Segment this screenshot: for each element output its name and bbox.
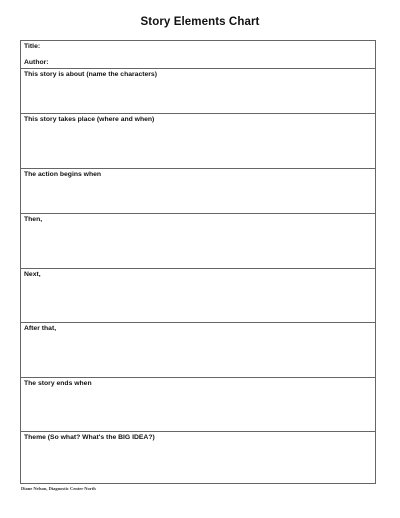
- row-characters: [21, 69, 375, 114]
- row-title-author: [21, 41, 375, 69]
- row-next: [21, 269, 375, 323]
- action-begins-label: The action begins when: [24, 171, 102, 178]
- row-theme: [21, 432, 375, 483]
- title-label: Title:: [24, 43, 41, 50]
- after-that-label: After that,: [24, 325, 57, 332]
- footer-credit: Diane Nelson, Diagnostic Center North: [21, 486, 96, 491]
- setting-label: This story takes place (where and when): [24, 116, 155, 123]
- row-then: [21, 214, 375, 269]
- next-label: Next,: [24, 271, 41, 278]
- author-label: Author:: [24, 59, 49, 66]
- row-story-ends: [21, 378, 375, 432]
- row-after-that: [21, 323, 375, 378]
- theme-label: Theme (So what? What's the BIG IDEA?): [24, 434, 155, 441]
- characters-label: This story is about (name the characters): [24, 71, 157, 78]
- then-label: Then,: [24, 216, 43, 223]
- story-ends-label: The story ends when: [24, 380, 92, 387]
- row-setting: [21, 114, 375, 169]
- story-elements-chart: [20, 40, 376, 484]
- row-action-begins: [21, 169, 375, 214]
- page-title: Story Elements Chart: [140, 16, 260, 28]
